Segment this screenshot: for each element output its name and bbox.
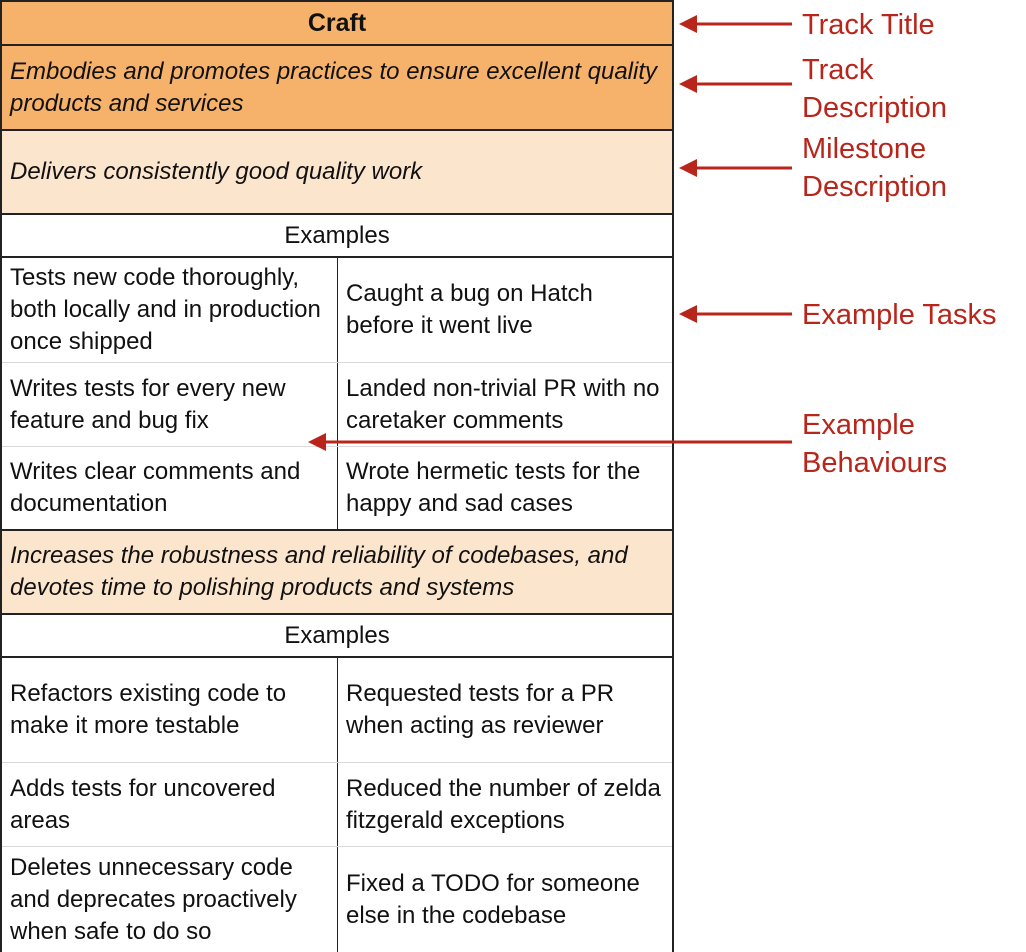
annotation-track-title: Track Title	[802, 9, 935, 41]
annotation-example-behaviours-line2: Behaviours	[802, 447, 948, 479]
track-title: Craft	[2, 2, 672, 46]
example-behaviour: Tests new code thoroughly, both locally and in production once shipped	[2, 258, 338, 362]
example-task: Reduced the number of zelda fitzgerald exceptions	[346, 774, 661, 834]
example-row	[2, 658, 672, 763]
example-row	[2, 763, 672, 847]
track-description: Embodies and promotes practices to ensure excellent quality products and services	[2, 46, 672, 131]
example-row	[2, 363, 672, 447]
annotation-milestone-description-line2: Description	[802, 171, 948, 203]
example-row	[2, 447, 672, 531]
annotation-track-description-line2: Description	[802, 92, 948, 124]
example-task: Requested tests for a PR when acting as reviewer	[346, 680, 615, 739]
example-task: Caught a bug on Hatch before it went live	[346, 280, 593, 339]
arrowhead-track-title	[679, 15, 697, 33]
example-task: Landed non-trivial PR with no caretaker comments	[346, 374, 660, 434]
example-behaviour: Refactors existing code to make it more testable	[2, 658, 338, 762]
annotation-example-tasks: Example Tasks	[802, 299, 997, 331]
arrowhead-milestone-description	[679, 159, 697, 177]
milestone-description: Delivers consistently good quality work	[2, 131, 672, 215]
annotation-example-behaviours-line1: Example	[802, 409, 915, 441]
example-behaviour: Writes tests for every new feature and bug fix	[2, 363, 338, 446]
example-row	[2, 258, 672, 363]
example-behaviour: Adds tests for uncovered areas	[2, 763, 338, 846]
arrowhead-track-description	[679, 75, 697, 93]
example-task: Wrote hermetic tests for the happy and sad cases	[346, 458, 641, 517]
examples-header: Examples	[2, 215, 672, 258]
arrowhead-example-tasks	[679, 305, 697, 323]
example-row	[2, 847, 672, 952]
annotation-track-description-line1: Track	[802, 54, 874, 86]
milestone-description: Increases the robustness and reliability of codebases, and devotes time to polishing products and systems	[2, 531, 672, 615]
example-behaviour: Deletes unnecessary code and deprecates proactively when safe to do so	[2, 847, 338, 952]
example-task: Fixed a TODO for someone else in the codebase	[346, 869, 640, 929]
annotation-milestone-description-line1: Milestone	[802, 133, 927, 165]
examples-header: Examples	[2, 615, 672, 658]
example-behaviour: Writes clear comments and documentation	[2, 447, 338, 529]
